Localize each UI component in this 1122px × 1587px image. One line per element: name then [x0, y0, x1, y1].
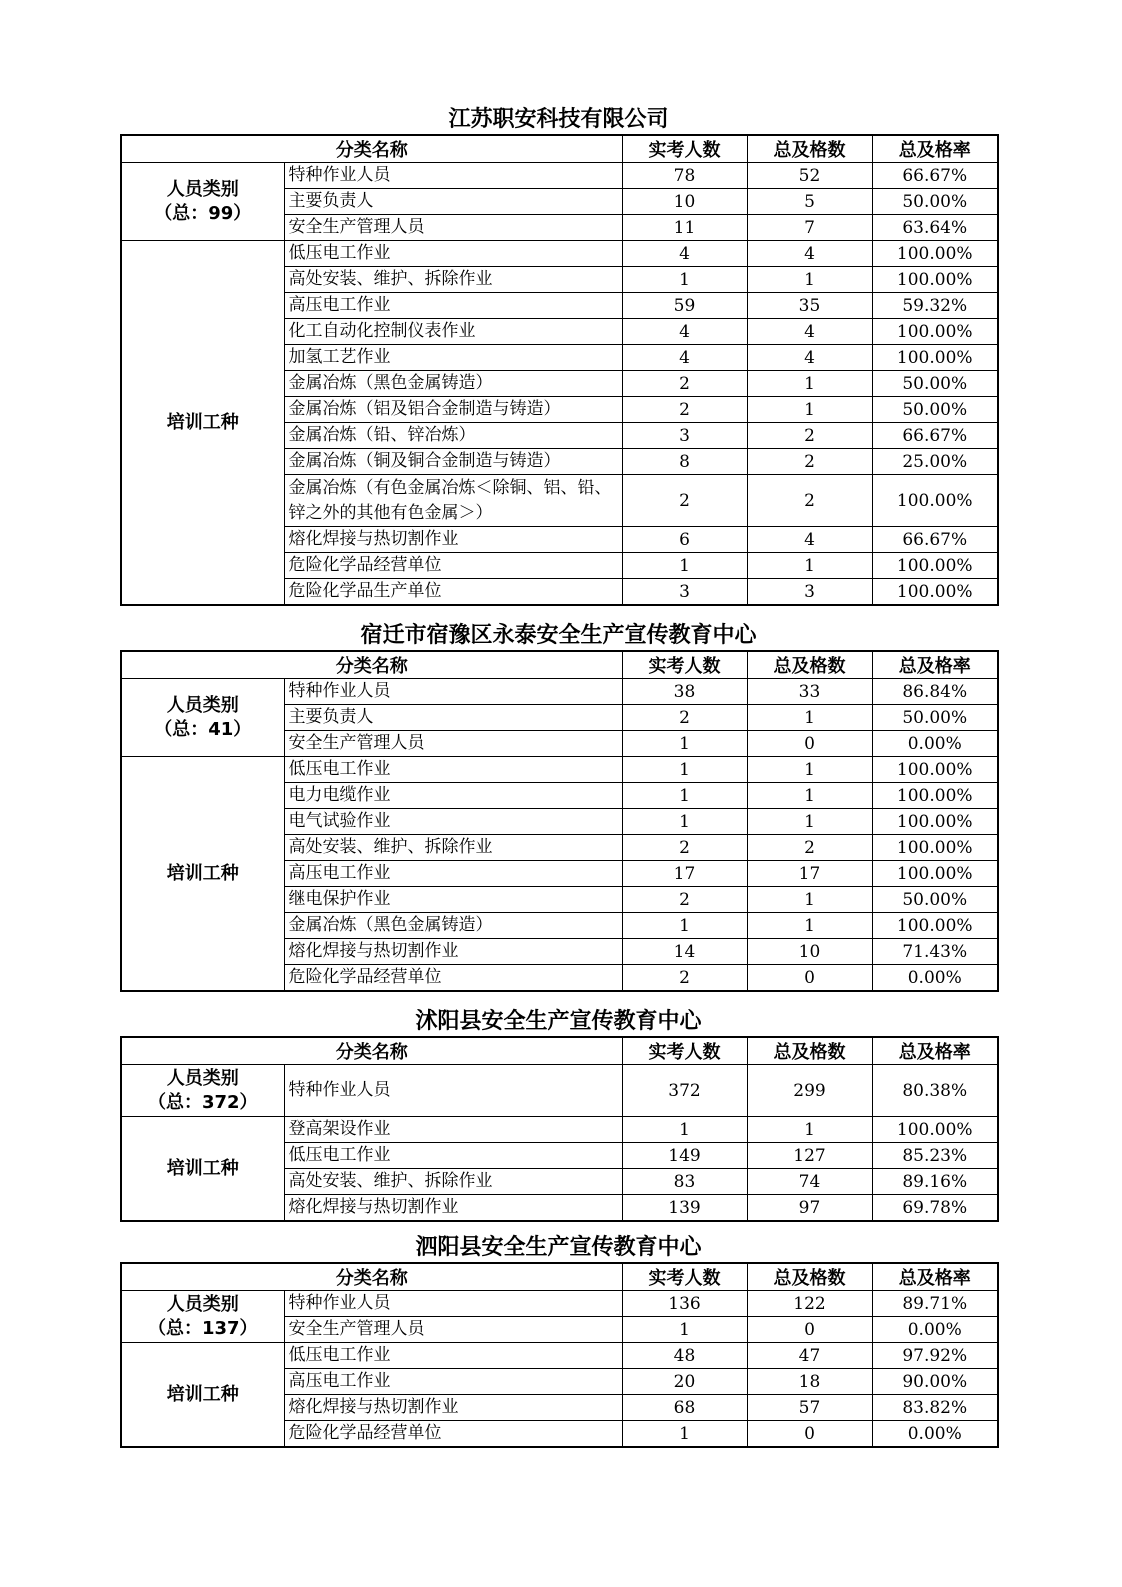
- category-name-cell: 电力电缆作业: [284, 783, 622, 809]
- header-passed: 总及格数: [747, 1263, 872, 1291]
- category-name-cell: 低压电工作业: [284, 1143, 622, 1169]
- group-total: （总：137）: [147, 1317, 258, 1339]
- passed-cell: 1: [747, 783, 872, 809]
- organization-section: [120, 1234, 997, 1448]
- pass-rate-cell: 66.67%: [872, 423, 998, 449]
- category-name-cell: 特种作业人员: [284, 1291, 622, 1317]
- examinees-cell: 4: [622, 319, 747, 345]
- passed-cell: 74: [747, 1169, 872, 1195]
- passed-cell: 35: [747, 293, 872, 319]
- passed-cell: 18: [747, 1369, 872, 1395]
- pass-rate-cell: 100.00%: [872, 783, 998, 809]
- table-row: [121, 163, 998, 189]
- pass-rate-cell: 100.00%: [872, 913, 998, 939]
- passed-cell: 7: [747, 215, 872, 241]
- examinees-cell: 1: [622, 783, 747, 809]
- passed-cell: 299: [747, 1065, 872, 1117]
- category-name-cell: 危险化学品经营单位: [284, 965, 622, 992]
- organization-title: 宿迁市宿豫区永泰安全生产宣传教育中心: [360, 623, 757, 648]
- passed-cell: 0: [747, 965, 872, 992]
- category-name-cell: 低压电工作业: [284, 1343, 622, 1369]
- pass-rate-cell: 80.38%: [872, 1065, 998, 1117]
- group-label-cell: [121, 1065, 284, 1117]
- passed-cell: 2: [747, 475, 872, 527]
- examinees-cell: 149: [622, 1143, 747, 1169]
- category-name-cell: 危险化学品生产单位: [284, 579, 622, 606]
- passed-cell: 1: [747, 371, 872, 397]
- pass-rate-cell: 100.00%: [872, 319, 998, 345]
- header-pass-rate: 总及格率: [872, 1263, 998, 1291]
- examinees-cell: 6: [622, 527, 747, 553]
- category-name-cell: 安全生产管理人员: [284, 1317, 622, 1343]
- passed-cell: 4: [747, 319, 872, 345]
- table-header-row: [121, 135, 998, 163]
- header-passed: 总及格数: [747, 135, 872, 163]
- table-row: [121, 241, 998, 267]
- organization-section: [120, 1008, 997, 1222]
- pass-rate-cell: 97.92%: [872, 1343, 998, 1369]
- category-name-cell: 特种作业人员: [284, 1065, 622, 1117]
- passed-cell: 0: [747, 1421, 872, 1448]
- category-name-cell: 金属冶炼（铝及铝合金制造与铸造）: [284, 397, 622, 423]
- passed-cell: 0: [747, 1317, 872, 1343]
- group-label: 培训工种: [166, 1383, 239, 1405]
- category-name-cell: 金属冶炼（黑色金属铸造）: [284, 371, 622, 397]
- header-examinees: 实考人数: [622, 135, 747, 163]
- examinees-cell: 1: [622, 1317, 747, 1343]
- category-name-cell: 高压电工作业: [284, 293, 622, 319]
- results-table: [120, 1262, 999, 1448]
- pass-rate-cell: 83.82%: [872, 1395, 998, 1421]
- organization-section: [120, 622, 997, 992]
- passed-cell: 2: [747, 423, 872, 449]
- pass-rate-cell: 63.64%: [872, 215, 998, 241]
- passed-cell: 33: [747, 679, 872, 705]
- examinees-cell: 2: [622, 475, 747, 527]
- group-label: 人员类别: [166, 694, 239, 716]
- group-label: 培训工种: [166, 862, 239, 884]
- examinees-cell: 136: [622, 1291, 747, 1317]
- header-passed: 总及格数: [747, 1037, 872, 1065]
- category-name-cell: 安全生产管理人员: [284, 731, 622, 757]
- header-pass-rate: 总及格率: [872, 1037, 998, 1065]
- pass-rate-cell: 50.00%: [872, 705, 998, 731]
- pass-rate-cell: 100.00%: [872, 835, 998, 861]
- examinees-cell: 1: [622, 1117, 747, 1143]
- pass-rate-cell: 0.00%: [872, 731, 998, 757]
- pass-rate-cell: 69.78%: [872, 1195, 998, 1222]
- passed-cell: 1: [747, 887, 872, 913]
- pass-rate-cell: 50.00%: [872, 397, 998, 423]
- category-name-cell: 高压电工作业: [284, 1369, 622, 1395]
- pass-rate-cell: 50.00%: [872, 189, 998, 215]
- passed-cell: 0: [747, 731, 872, 757]
- category-name-cell: 特种作业人员: [284, 163, 622, 189]
- pass-rate-cell: 100.00%: [872, 1117, 998, 1143]
- examinees-cell: 1: [622, 757, 747, 783]
- category-name-cell: 特种作业人员: [284, 679, 622, 705]
- examinees-cell: 1: [622, 1421, 747, 1448]
- header-category-name: 分类名称: [121, 1263, 622, 1291]
- examinees-cell: 38: [622, 679, 747, 705]
- examinees-cell: 1: [622, 267, 747, 293]
- examinees-cell: 3: [622, 579, 747, 606]
- passed-cell: 2: [747, 449, 872, 475]
- examinees-cell: 3: [622, 423, 747, 449]
- pass-rate-cell: 100.00%: [872, 579, 998, 606]
- category-name-cell: 金属冶炼（铜及铜合金制造与铸造）: [284, 449, 622, 475]
- results-table: [120, 134, 999, 606]
- header-pass-rate: 总及格率: [872, 135, 998, 163]
- examinees-cell: 2: [622, 705, 747, 731]
- header-pass-rate: 总及格率: [872, 651, 998, 679]
- category-name-cell: 熔化焊接与热切割作业: [284, 1395, 622, 1421]
- category-name-cell: 熔化焊接与热切割作业: [284, 527, 622, 553]
- table-header-row: [121, 651, 998, 679]
- category-name-cell: 金属冶炼（有色金属冶炼＜除铜、铝、铅、锌之外的其他有色金属＞）: [284, 475, 622, 527]
- passed-cell: 2: [747, 835, 872, 861]
- category-name-cell: 危险化学品经营单位: [284, 553, 622, 579]
- header-category-name: 分类名称: [121, 651, 622, 679]
- pass-rate-cell: 86.84%: [872, 679, 998, 705]
- examinees-cell: 68: [622, 1395, 747, 1421]
- table-row: [121, 1343, 998, 1369]
- passed-cell: 1: [747, 809, 872, 835]
- passed-cell: 1: [747, 705, 872, 731]
- pass-rate-cell: 100.00%: [872, 809, 998, 835]
- passed-cell: 1: [747, 913, 872, 939]
- pass-rate-cell: 85.23%: [872, 1143, 998, 1169]
- category-name-cell: 金属冶炼（黑色金属铸造）: [284, 913, 622, 939]
- examinees-cell: 1: [622, 809, 747, 835]
- header-category-name: 分类名称: [121, 1037, 622, 1065]
- passed-cell: 4: [747, 241, 872, 267]
- category-name-cell: 继电保护作业: [284, 887, 622, 913]
- examinees-cell: 14: [622, 939, 747, 965]
- category-name-cell: 电气试验作业: [284, 809, 622, 835]
- category-name-cell: 金属冶炼（铅、锌冶炼）: [284, 423, 622, 449]
- pass-rate-cell: 71.43%: [872, 939, 998, 965]
- passed-cell: 47: [747, 1343, 872, 1369]
- pass-rate-cell: 100.00%: [872, 475, 998, 527]
- group-label: 人员类别: [166, 1067, 239, 1089]
- pass-rate-cell: 66.67%: [872, 527, 998, 553]
- category-name-cell: 主要负责人: [284, 189, 622, 215]
- examinees-cell: 139: [622, 1195, 747, 1222]
- group-total: （总：99）: [154, 202, 252, 224]
- table-row: [121, 1065, 998, 1117]
- group-label-cell: [121, 1343, 284, 1448]
- category-name-cell: 加氢工艺作业: [284, 345, 622, 371]
- group-label: 培训工种: [166, 1157, 239, 1179]
- group-label-cell: [121, 679, 284, 757]
- examinees-cell: 10: [622, 189, 747, 215]
- category-name-cell: 熔化焊接与热切割作业: [284, 939, 622, 965]
- pass-rate-cell: 100.00%: [872, 345, 998, 371]
- header-category-name: 分类名称: [121, 135, 622, 163]
- group-total: （总：372）: [147, 1091, 258, 1113]
- examinees-cell: 2: [622, 371, 747, 397]
- pass-rate-cell: 100.00%: [872, 757, 998, 783]
- examinees-cell: 11: [622, 215, 747, 241]
- passed-cell: 1: [747, 757, 872, 783]
- pass-rate-cell: 100.00%: [872, 553, 998, 579]
- group-label: 人员类别: [166, 1293, 239, 1315]
- category-name-cell: 低压电工作业: [284, 757, 622, 783]
- results-table: [120, 1036, 999, 1222]
- pass-rate-cell: 0.00%: [872, 1317, 998, 1343]
- examinees-cell: 1: [622, 731, 747, 757]
- examinees-cell: 2: [622, 835, 747, 861]
- header-examinees: 实考人数: [622, 1263, 747, 1291]
- pass-rate-cell: 50.00%: [872, 371, 998, 397]
- examinees-cell: 1: [622, 553, 747, 579]
- organization-title: 泗阳县安全生产宣传教育中心: [415, 1235, 702, 1260]
- pass-rate-cell: 100.00%: [872, 267, 998, 293]
- pass-rate-cell: 90.00%: [872, 1369, 998, 1395]
- category-name-cell: 登高架设作业: [284, 1117, 622, 1143]
- pass-rate-cell: 0.00%: [872, 1421, 998, 1448]
- examinees-cell: 1: [622, 913, 747, 939]
- pass-rate-cell: 89.71%: [872, 1291, 998, 1317]
- examinees-cell: 78: [622, 163, 747, 189]
- passed-cell: 4: [747, 345, 872, 371]
- group-label-cell: [121, 1117, 284, 1222]
- category-name-cell: 高压电工作业: [284, 861, 622, 887]
- group-label-cell: [121, 241, 284, 606]
- table-row: [121, 1291, 998, 1317]
- organization-title: 江苏职安科技有限公司: [448, 107, 669, 132]
- passed-cell: 3: [747, 579, 872, 606]
- category-name-cell: 高处安装、维护、拆除作业: [284, 1169, 622, 1195]
- organization-section: [120, 106, 997, 606]
- pass-rate-cell: 59.32%: [872, 293, 998, 319]
- examinees-cell: 2: [622, 965, 747, 992]
- table-header-row: [121, 1037, 998, 1065]
- examinees-cell: 2: [622, 397, 747, 423]
- header-examinees: 实考人数: [622, 1037, 747, 1065]
- examinees-cell: 4: [622, 345, 747, 371]
- pass-rate-cell: 89.16%: [872, 1169, 998, 1195]
- table-row: [121, 679, 998, 705]
- passed-cell: 10: [747, 939, 872, 965]
- passed-cell: 1: [747, 397, 872, 423]
- group-label: 人员类别: [166, 178, 239, 200]
- examinees-cell: 8: [622, 449, 747, 475]
- organization-title: 沭阳县安全生产宣传教育中心: [415, 1009, 702, 1034]
- group-label-cell: [121, 757, 284, 992]
- category-name-cell: 主要负责人: [284, 705, 622, 731]
- category-name-cell: 危险化学品经营单位: [284, 1421, 622, 1448]
- group-label-cell: [121, 163, 284, 241]
- examinees-cell: 17: [622, 861, 747, 887]
- examinees-cell: 20: [622, 1369, 747, 1395]
- category-name-cell: 高处安装、维护、拆除作业: [284, 267, 622, 293]
- table-row: [121, 1117, 998, 1143]
- table-header-row: [121, 1263, 998, 1291]
- category-name-cell: 安全生产管理人员: [284, 215, 622, 241]
- examinees-cell: 4: [622, 241, 747, 267]
- examinees-cell: 48: [622, 1343, 747, 1369]
- pass-rate-cell: 25.00%: [872, 449, 998, 475]
- passed-cell: 52: [747, 163, 872, 189]
- passed-cell: 127: [747, 1143, 872, 1169]
- passed-cell: 17: [747, 861, 872, 887]
- examinees-cell: 83: [622, 1169, 747, 1195]
- pass-rate-cell: 100.00%: [872, 241, 998, 267]
- group-label-cell: [121, 1291, 284, 1343]
- category-name-cell: 化工自动化控制仪表作业: [284, 319, 622, 345]
- category-name-cell: 高处安装、维护、拆除作业: [284, 835, 622, 861]
- category-name-cell: 低压电工作业: [284, 241, 622, 267]
- pass-rate-cell: 0.00%: [872, 965, 998, 992]
- examinees-cell: 372: [622, 1065, 747, 1117]
- header-passed: 总及格数: [747, 651, 872, 679]
- passed-cell: 122: [747, 1291, 872, 1317]
- passed-cell: 97: [747, 1195, 872, 1222]
- header-examinees: 实考人数: [622, 651, 747, 679]
- group-total: （总：41）: [154, 718, 252, 740]
- passed-cell: 1: [747, 553, 872, 579]
- pass-rate-cell: 50.00%: [872, 887, 998, 913]
- passed-cell: 57: [747, 1395, 872, 1421]
- examinees-cell: 2: [622, 887, 747, 913]
- category-name-cell: 熔化焊接与热切割作业: [284, 1195, 622, 1222]
- pass-rate-cell: 100.00%: [872, 861, 998, 887]
- results-table: [120, 650, 999, 992]
- passed-cell: 4: [747, 527, 872, 553]
- group-label: 培训工种: [166, 411, 239, 433]
- pass-rate-cell: 66.67%: [872, 163, 998, 189]
- examinees-cell: 59: [622, 293, 747, 319]
- table-row: [121, 757, 998, 783]
- passed-cell: 1: [747, 267, 872, 293]
- passed-cell: 1: [747, 1117, 872, 1143]
- passed-cell: 5: [747, 189, 872, 215]
